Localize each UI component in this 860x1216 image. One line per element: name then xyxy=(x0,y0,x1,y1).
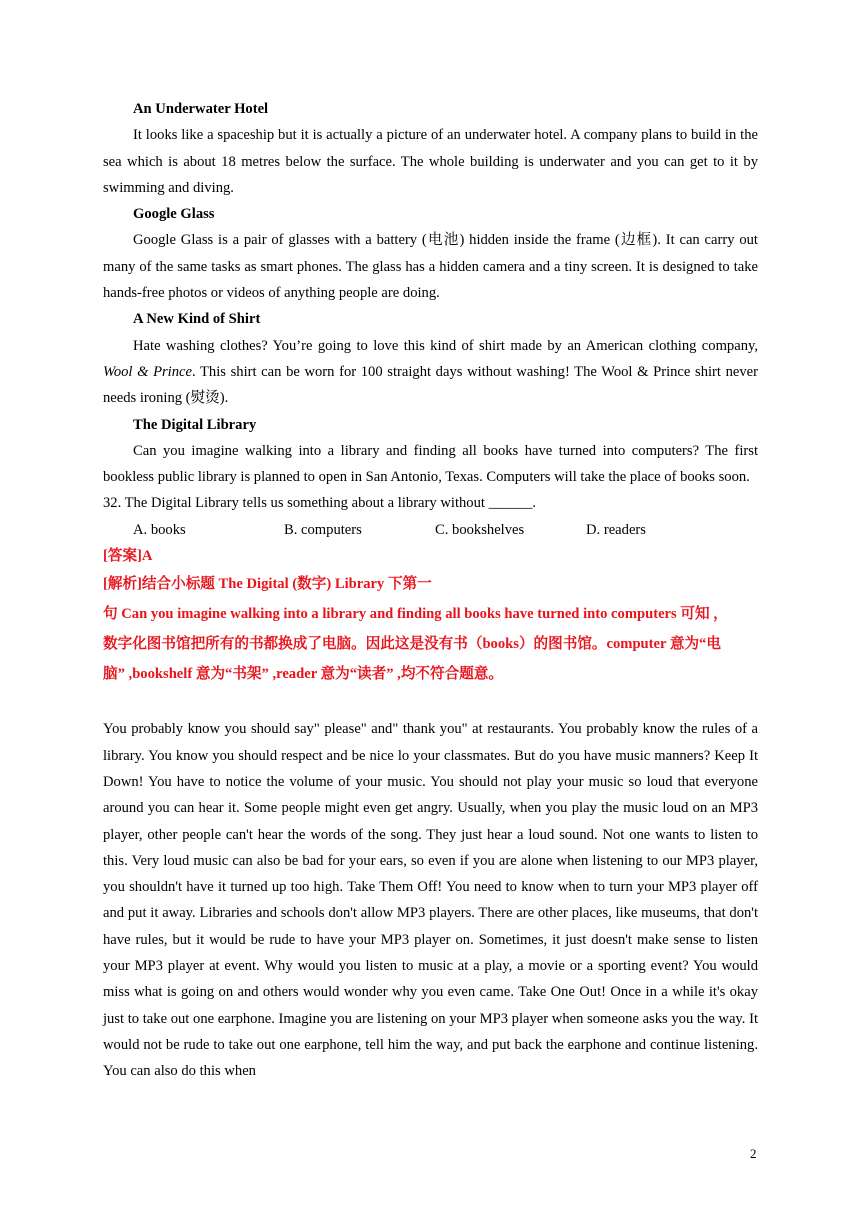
section-text-digital-library: Can you imagine walking into a library and finding all books have turned into computers? The first bookless public library is planned to open in San Antonio, Texas. Computers will take the place of books soon. xyxy=(103,442,758,486)
section-heading-google-glass: Google Glass xyxy=(133,206,215,223)
analysis-line-4: 脑” ,bookshelf 意为“书架” ,reader 意为“读者” ,均不符合题意。 xyxy=(103,666,503,683)
analysis-line-2: 句 Can you imagine walking into a library and finding all books have turned into computers 可知 ， xyxy=(103,606,728,623)
reading-passage: You probably know you should say" please" and" thank you" at restaurants. You probably know the rules of a library. You know you should respect and be nice lo your classmates. But do you have music manners? Keep It Down! You have to notice the volume of your music. You should not play your music so loud that everyone around you can hear it. Some people might even get angry. Usually, when you play the music loud on an MP3 player, other people can't hear the words of the song. They just hear a loud sound. Not one wants to listen to this. Very loud music can also be bad for your ears, so even if you are alone when listening to our MP3 player, you shouldn't have it turned up too high. Take Them Off! You need to know when to turn your MP3 player off and put it away. Libraries and schools don't allow MP3 players. There are other places, like museums, that don't have rules, but it would be rude to have your MP3 player on. Sometimes, it just doesn't make sense to listen your MP3 player at event. Why would you listen to music at a play, a movie or a sporting event? You would miss what is going on and others would wonder why you even came. Take One Out! Once in a while it's okay just to take out one earphone. Imagine you are listening on your MP3 player when someone asks you the way. It would not be rude to take out one earphone, tell him the way, and put back the earphone and continue listening. You can also do this when xyxy=(103,721,758,1080)
brand-name: Wool & Prince xyxy=(103,363,192,380)
section-heading-new-shirt: A New Kind of Shirt xyxy=(133,311,261,328)
analysis-line-3: 数字化图书馆把所有的书都换成了电脑。因此这是没有书（books）的图书馆。computer 意为“电 xyxy=(103,636,721,653)
option-d: D. readers xyxy=(586,521,646,538)
option-c: C. bookshelves xyxy=(435,521,525,538)
section-heading-underwater-hotel: An Underwater Hotel xyxy=(133,101,269,117)
analysis-line-1: [解析]结合小标题 The Digital (数字) Library 下第一 xyxy=(103,576,432,593)
page-content xyxy=(103,96,758,1085)
spacer xyxy=(103,689,758,716)
answer-options xyxy=(103,517,758,543)
shirt-text-before: Hate washing clothes? You’re going to love this kind of shirt made by an American clothing company, xyxy=(133,337,758,354)
section-text-underwater-hotel: It looks like a spaceship but it is actually a picture of an underwater hotel. A company plans to build in the sea which is about 18 metres below the surface. The whole building is underwater and you can get to it by swimming and diving. xyxy=(103,127,758,196)
section-text-google-glass: Google Glass is a pair of glasses with a battery (电池) hidden inside the frame (边框). It can carry out many of the same tasks as smart phones. The glass has a hidden camera and a tiny screen. It is designed to take hands-free photos or videos of anything people are doing. xyxy=(103,232,758,302)
shirt-text-after: . This shirt can be worn for 100 straight days without washing! The Wool & Prince shirt never needs ironing (熨烫). xyxy=(103,363,759,407)
option-a: A. books xyxy=(133,521,186,538)
answer-line: [答案]A xyxy=(103,548,153,565)
section-text-new-shirt xyxy=(103,333,758,412)
answer-analysis xyxy=(103,543,758,689)
section-heading-digital-library: The Digital Library xyxy=(133,416,257,433)
option-b: B. computers xyxy=(284,521,362,538)
question-stem: 32. The Digital Library tells us something about a library without ______. xyxy=(103,495,537,512)
page-number: 2 xyxy=(750,1146,757,1161)
